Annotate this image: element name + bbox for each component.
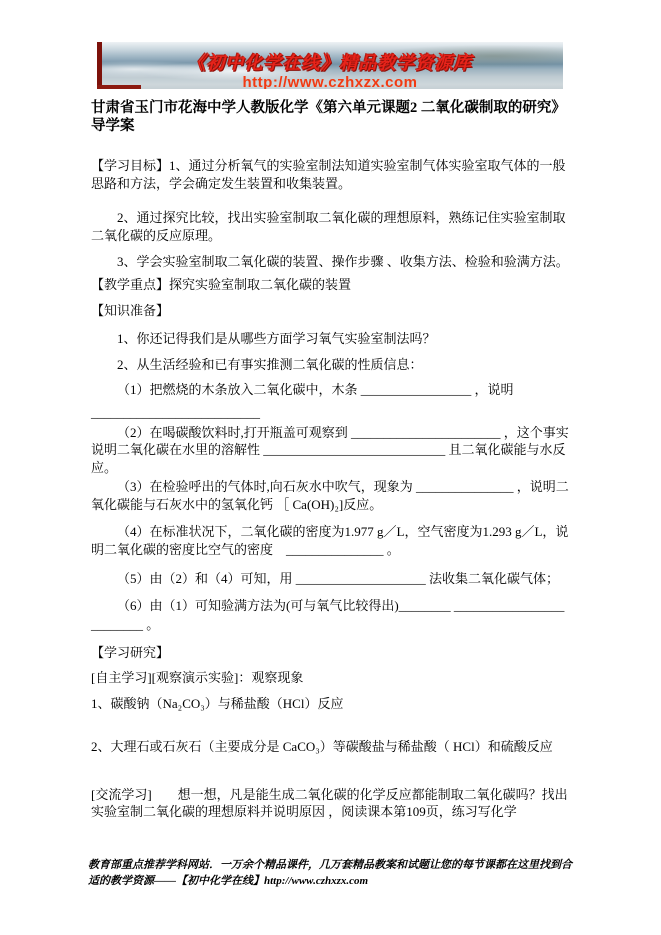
document-title: 甘肃省玉门市花海中学人教版化学《第六单元课题2 二氧化碳制取的研究》导学案 (91, 100, 566, 134)
para-objective-2: 2、通过探究比较，找出实验室制取二氧化碳的理想原料，熟练记住实验室制取二氧化碳的反应原理。 (91, 210, 566, 243)
para-item-6: （6）由（1）可知验满方法为(可与氧气比较得出)________ _________________ (117, 597, 565, 613)
para-item-1: （1）把燃烧的木条放入二氧化碳中，木条 _________________ ，说明 (117, 381, 514, 397)
para-experiment-1: 1、碳酸钠（Na₂CO₃）与稀盐酸（HCl）反应 (91, 695, 344, 711)
banner-site-url: http://www.czhxzx.com (242, 74, 418, 89)
para-prep-q1: 1、你还记得我们是从哪些方面学习氧气实验室制法吗？ (117, 330, 436, 346)
para-item-5: （5）由（2）和（4）可知，用 ____________________ 法收集二氧化碳气体； (117, 571, 560, 586)
para-knowledge-prep-heading: 【知识准备】 (91, 303, 170, 318)
banner-site-title: 《初中化学在线》精品教学资源库 (187, 53, 473, 73)
para-study-research-heading: 【学习研究】 (91, 644, 170, 660)
footer-site-note: 教育部重点推荐学科网站．一万余个精品课件，几万套精品教案和试题让您的每节课都在这里找到合适的教学资源——【初中化学在线】http://www.czhxzx.com (88, 859, 572, 887)
para-item-2: （2）在喝碳酸饮料时,打开瓶盖可观察到 _______________________ ，这个事实说明二氧化碳在水里的溶解性 ____________________________ 且二氧化碳能与水反应。 (91, 424, 569, 475)
para-item-6-blank-line: ________ 。 (91, 617, 160, 632)
para-objectives-heading-item1: 【学习目标】1、通过分析氧气的实验室制法知道实验室制气体实验室取气体的一般思路和方法，学会确定发生装置和收集装置。 (91, 158, 566, 191)
para-prep-q2: 2、从生活经验和已有事实推测二氧化碳的性质信息： (117, 357, 423, 372)
para-experiment-2: 2、大理石或石灰石（主要成分是 CaCO₃）等碳酸盐与稀盐酸（ HCl）和硫酸反应 (91, 739, 553, 754)
para-self-study-line: [自主学习][观察演示实验]：观察现象 (91, 670, 304, 685)
para-item-1-blank-line: __________________________ (91, 405, 260, 420)
site-banner-image (97, 42, 563, 89)
para-item-4: （4）在标准状况下，二氧化碳的密度为1.977 g／L，空气密度为1.293 g／L，说明二氧化碳的密度比空气的密度 _______________ 。 (91, 524, 569, 557)
para-objective-3: 3、学会实验室制取二氧化碳的装置、操作步骤 、收集方法、检验和验满方法。 (117, 254, 569, 269)
para-teaching-focus: 【教学重点】探究实验室制取二氧化碳的装置 (91, 276, 352, 292)
para-item-3: （3）在检验呼出的气体时,向石灰水中吹气，现象为 _______________ ，说明二氧化碳能与石灰水中的氢氧化钙 ［ Ca(OH)₂]反应。 (91, 479, 569, 512)
document-content (91, 42, 571, 830)
para-exchange-study: [交流学习] 想一想，凡是能生成二氧化碳的化学反应都能制取二氧化碳吗？找出实验室制二氧化碳的理想原料并说明原因 ，阅读课本第109页，练习写化学 (91, 786, 568, 819)
banner-text-block (97, 42, 563, 89)
